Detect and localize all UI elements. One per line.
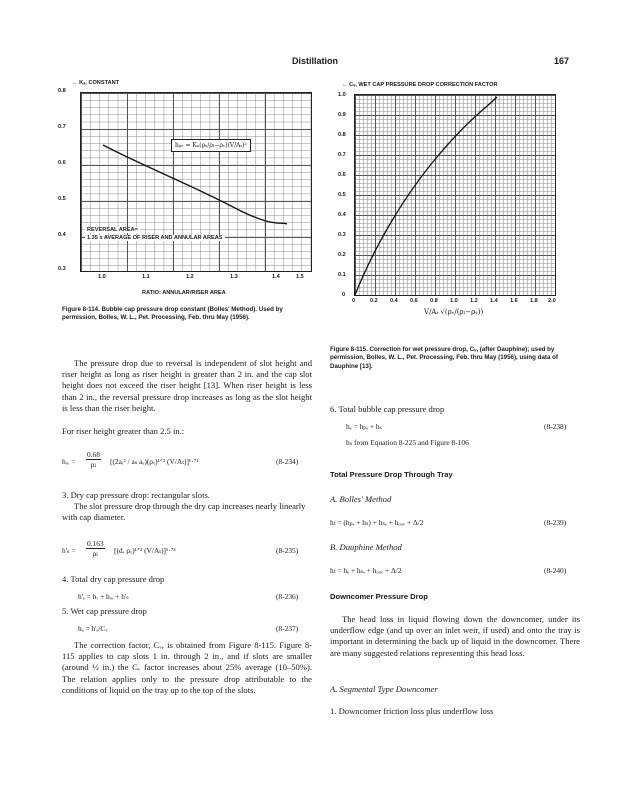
fig115-xtick: 1.0 (450, 298, 458, 304)
figure-8-114 (58, 80, 312, 310)
left-paragraph-2: For riser height greater than 2.5 in.: (62, 426, 185, 436)
left-paragraph-1: The pressure drop due to reversal is independent of slot height and riser height as long as riser height is greater than 2 in. and the cap slot height does not exceed the riser height [13]. When riser height is less than 2 in., the reversal pressure drop increases as long as the slot height is less than the riser height. (62, 358, 312, 413)
fig114-formula-box: hₚₑ = Kₐ(ρᵥ/ρₗ−ρᵥ)(V/Aₜ)² (171, 139, 251, 152)
fig114-note-2: 1.35 x AVERAGE OF RISER AND ANNULAR AREAS (87, 235, 223, 241)
fig114-xtick: 1.5 (296, 274, 304, 280)
equation-8-238-note: hₛ from Equation 8-225 and Figure 8-106 (346, 438, 469, 447)
fig114-ytick: 0.4 (58, 232, 66, 238)
fig115-axis-title: ← Cᵥ, WET CAP PRESSURE DROP CORRECTION FACTOR (342, 82, 498, 88)
fig115-ytick: 0.9 (338, 112, 346, 118)
fig114-xtick: 1.3 (230, 274, 238, 280)
fig115-xlabel: V/Aₜ √(ρᵥ/(ρₗ−ρᵥ)) (424, 308, 484, 316)
fig115-curve (355, 95, 555, 295)
fig115-xtick: 1.4 (490, 298, 498, 304)
right-item-1: 1. Downcomer friction loss plus underflow loss (330, 706, 494, 716)
fig114-xtick: 1.4 (272, 274, 280, 280)
section-heading-total-pressure-drop: Total Pressure Drop Through Tray (330, 470, 453, 479)
left-item-3: 3. Dry cap pressure drop: rectangular slots. (62, 490, 210, 500)
left-paragraph-3: The slot pressure drop through the dry cap increases nearly linearly with cap diameter. (62, 501, 306, 523)
equation-number: (8-235) (276, 546, 299, 555)
subheading-dauphine-method: B. Dauphine Method (330, 542, 402, 552)
arrow-left-icon: ← (342, 82, 348, 88)
fig114-note-1: REVERSAL AREA= (87, 227, 138, 233)
equation-number: (8-236) (276, 592, 299, 601)
fig115-ytick: 0.3 (338, 232, 346, 238)
fig115-xtick: 1.2 (470, 298, 478, 304)
equation-8-234: hᵣₑ = $\frac{0.68}{\text{ρₗ}}$ [(2aᵣ² / aₛ aₑ)(ρᵥ)¹ᐟ² (V/Aₜ)]¹·⁷¹ (8-234) (62, 450, 299, 469)
fig115-ytick: 0.5 (338, 192, 346, 198)
subheading-bolles-method: A. Bolles' Method (330, 494, 392, 504)
fig114-ytick: 0.3 (58, 266, 66, 272)
equation-8-237: hₑ = h'ₑ/Cᵥ (78, 624, 108, 633)
fig115-xtick: 0.2 (370, 298, 378, 304)
fig115-xtick: 2.0 (548, 298, 556, 304)
fig114-xtick: 1.2 (186, 274, 194, 280)
section-heading-downcomer: Downcomer Pressure Drop (330, 592, 428, 601)
fig115-xtick: 0 (352, 298, 356, 304)
equation-8-239: hₜ = (hₚₑ + hₛ) + hₛₑ + hₒᵤᵥ + Δ/2 (330, 518, 424, 527)
left-item-4: 4. Total dry cap pressure drop (62, 574, 165, 584)
left-item-5: 5. Wet cap pressure drop (62, 606, 147, 616)
fig114-ytick: 0.7 (58, 124, 66, 130)
fig114-xtick: 1.1 (142, 274, 150, 280)
arrow-left-icon: ← (72, 80, 78, 86)
right-paragraph-1: The head loss in liquid flowing down the downcomer, under its underflow edge (and up over an inlet weir, if used) and onto the tray is important in determining the back up of liquid in the downcomer. There are many suggested relations representing this head loss. (330, 614, 580, 658)
fig114-curve (81, 93, 311, 271)
fig114-axis-title: ← Kₐ, CONSTANT (72, 80, 120, 86)
fig115-xtick: 0.4 (390, 298, 398, 304)
fig114-ytick: 0.6 (58, 160, 66, 166)
fig115-plot-area (354, 94, 556, 296)
equation-8-235: h'ₛ = $\frac{0.163}{\text{ρₗ}}$ [(dₑ ρᵥ)¹ᐟ² (V/Aₜ)]¹·⁷⁵ (8-235) (62, 539, 299, 558)
left-paragraph-4: The correction factor, Cᵥ, is obtained from Figure 8-115. Figure 8-115 applies to cap slots 1 in. through 2 in., and if slots are smaller (around ½ in.) the Cᵥ factor increases about 25% average (10–50%). The relation applies only to the pressure drop attributable to the conditions of liquid on the tray up to the top of the slots. (62, 640, 312, 695)
fig115-ytick: 0.6 (338, 172, 346, 178)
fig114-plot-area (80, 92, 312, 272)
fig115-xtick: 0.6 (410, 298, 418, 304)
fig115-ytick: 0.1 (338, 272, 346, 278)
fig115-xtick: 1.6 (510, 298, 518, 304)
fig114-caption: Figure 8-114. Bubble cap pressure drop constant (Bolles' Method). Used by permission, Bolles, W. L., Pet. Processing, Feb. thru May (1956). (62, 306, 283, 322)
page-number: 167 (554, 56, 570, 66)
figure-8-115 (338, 80, 576, 340)
subheading-segmental-downcomer: A. Segmental Type Downcomer (330, 684, 438, 694)
fig115-ytick: 0.7 (338, 152, 346, 158)
equation-number: (8-234) (276, 457, 299, 466)
fig114-xtick: 1.0 (98, 274, 106, 280)
fig115-caption: Figure 8-115. Correction for wet pressure drop, Cᵥ, (after Dauphine); used by permission, Bolles, W. L., Pet. Processing, Feb. thru May (1956), using data of Dauphine [13]. (330, 346, 558, 370)
fig115-xtick: 0.8 (430, 298, 438, 304)
equation-number: (8-240) (544, 566, 567, 575)
fig115-ytick: 0 (342, 292, 346, 298)
fig115-ytick: 0.4 (338, 212, 346, 218)
equation-8-240: hₜ = hₑ + hₛₑ + hₒᵤᵥ + Δ/2 (330, 566, 402, 575)
fig115-ytick: 1.0 (338, 92, 346, 98)
equation-number: (8-237) (276, 624, 299, 633)
equation-8-238: hₑ = hₚₑ + hₛ (346, 422, 383, 431)
running-header-section: Distillation (292, 56, 339, 66)
right-item-6: 6. Total bubble cap pressure drop (330, 404, 445, 414)
fig114-ytick: 0.8 (58, 88, 66, 94)
equation-8-236: h'ₑ = hᵣ + hᵣₑ + h'ₛ (78, 592, 129, 601)
fig115-ytick: 0.8 (338, 132, 346, 138)
fig114-xlabel: RATIO: ANNULAR/RISER AREA (142, 290, 226, 296)
fig115-xtick: 1.8 (530, 298, 538, 304)
equation-number: (8-238) (544, 422, 567, 431)
fig114-ytick: 0.5 (58, 196, 66, 202)
equation-number: (8-239) (544, 518, 567, 527)
fig115-ytick: 0.2 (338, 252, 346, 258)
